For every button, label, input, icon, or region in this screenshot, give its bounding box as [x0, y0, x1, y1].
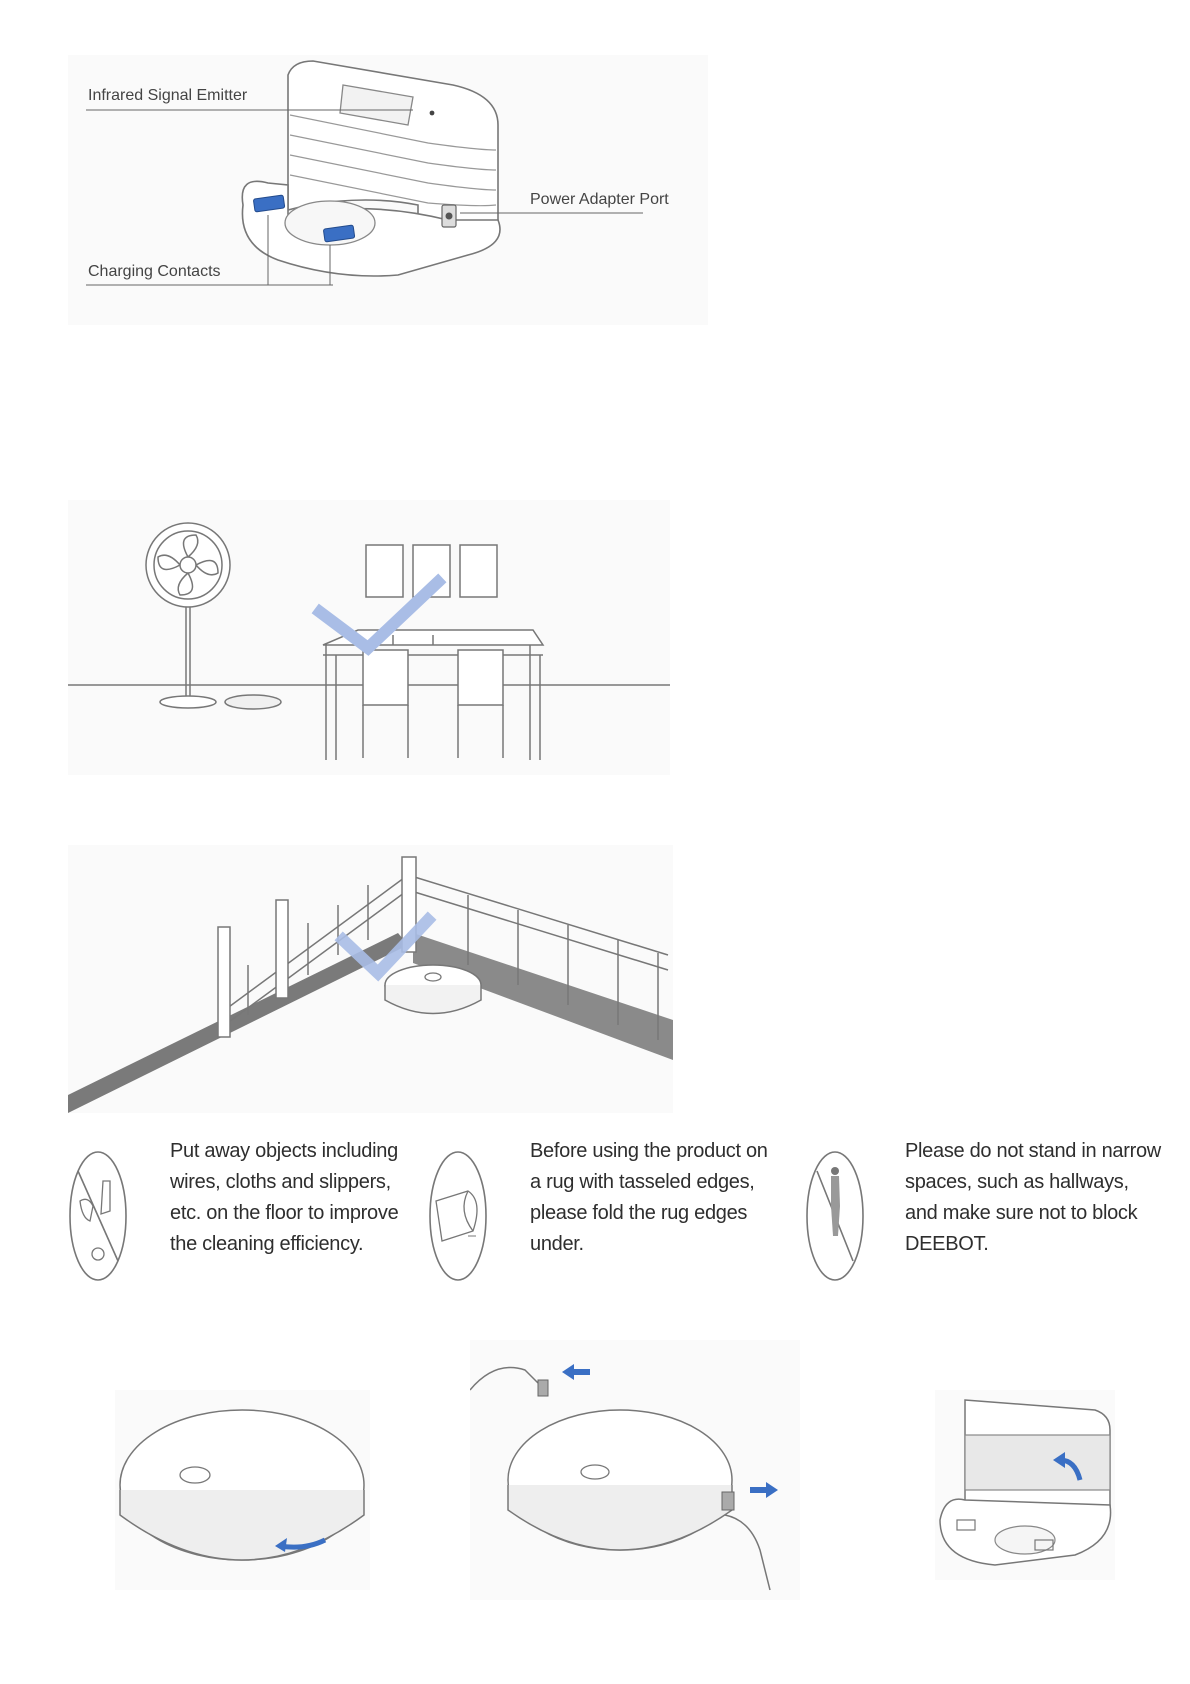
tip-2-text — [530, 1136, 768, 1260]
room-scene — [68, 500, 670, 775]
tip-2 — [428, 1136, 768, 1286]
tip-3 — [805, 1136, 1175, 1286]
label-power-adapter-port: Power Adapter Port — [530, 191, 669, 208]
tip-2-line-1: Before using the product on — [530, 1140, 768, 1162]
stairs-scene — [68, 845, 673, 1113]
label-infrared-emitter: Infrared Signal Emitter — [88, 87, 248, 104]
tip-2-line-2: a rug with tasseled edges, — [530, 1171, 755, 1193]
no-objects-icon — [68, 1146, 128, 1286]
dock-step-3 — [935, 1390, 1115, 1580]
dock-diagram — [68, 55, 708, 325]
rug-fold-icon — [428, 1146, 488, 1286]
tip-1-text — [170, 1136, 398, 1260]
stairs-scene-illustration — [68, 845, 673, 1113]
tip-3-line-1: Please do not stand in narrow — [905, 1140, 1161, 1162]
robot-step-2 — [470, 1340, 800, 1600]
tip-1-line-4: the cleaning efficiency. — [170, 1233, 364, 1255]
tip-3-line-3: and make sure not to block — [905, 1202, 1138, 1224]
tip-1-line-3: etc. on the floor to improve — [170, 1202, 399, 1224]
tip-3-text — [905, 1136, 1161, 1260]
tip-3-line-2: spaces, such as hallways, — [905, 1171, 1129, 1193]
tip-1 — [68, 1136, 399, 1286]
dock-strip-illustration — [935, 1390, 1115, 1580]
tip-1-line-2: wires, cloths and slippers, — [170, 1171, 391, 1193]
robot-illustration — [115, 1390, 370, 1590]
tip-2-line-3: please fold the rug edges — [530, 1202, 748, 1224]
robot-strip-pull-illustration — [470, 1340, 800, 1600]
tip-2-line-4: under. — [530, 1233, 584, 1255]
label-charging-contacts: Charging Contacts — [88, 263, 221, 280]
no-standing-icon — [805, 1146, 865, 1286]
room-scene-illustration — [68, 500, 670, 775]
robot-step-1 — [115, 1390, 370, 1590]
tip-1-line-1: Put away objects including — [170, 1140, 398, 1162]
tip-3-line-4: DEEBOT. — [905, 1233, 989, 1255]
